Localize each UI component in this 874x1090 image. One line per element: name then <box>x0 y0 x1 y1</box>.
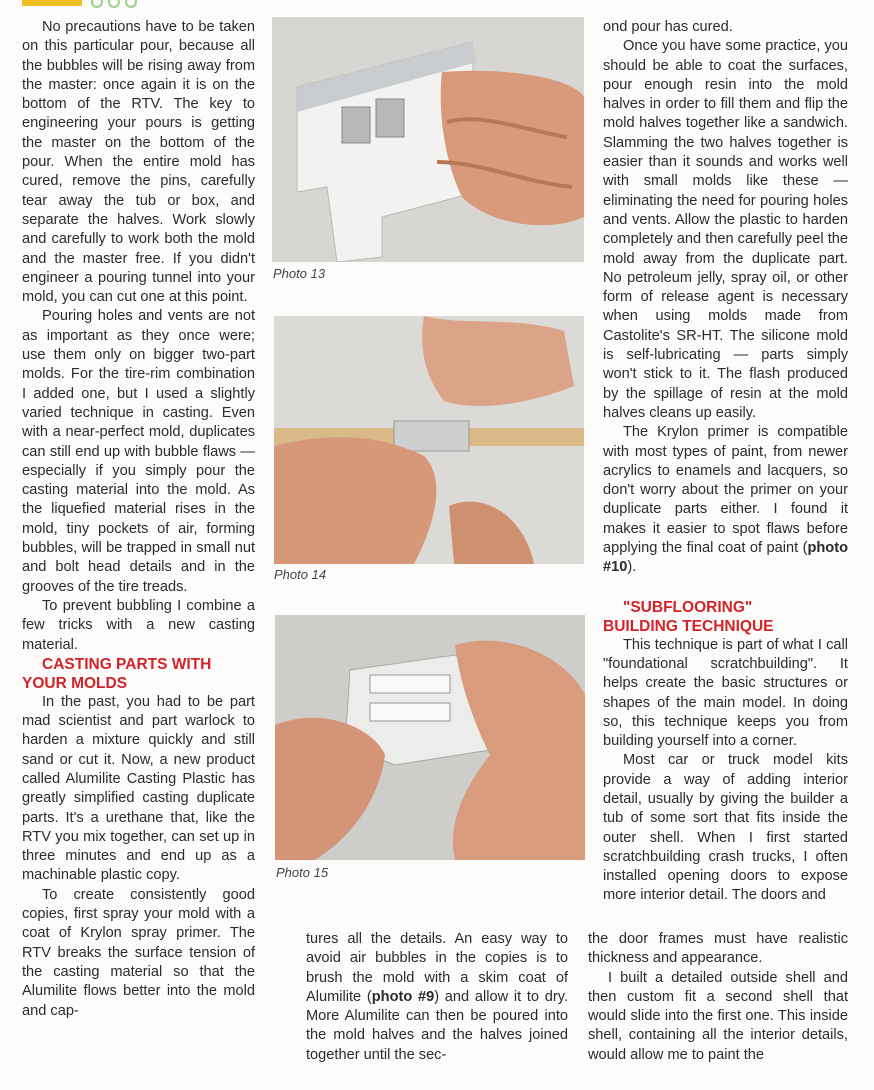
paragraph: Pouring holes and vents are not as important as they once were; use them only on bigger two-part molds. For the tire-rim combination I added one, but I used a slightly varied technique in casting. Even with a near-perfect mold, duplicates can still end up with bubble flaws — especially if you simply pour the casting material into the mold. As the liquefied material rises in the mold, tiny pockets of air, forming bubbles, will be trapped in small nut and bolt head details and in the grooves of the tire treads. <box>22 308 255 595</box>
photo-14-caption: Photo 14 <box>274 567 327 582</box>
paragraph: To create consistently good copies, first spray your mold with a coat of Krylon spray primer. The RTV breaks the surface tension of the casting material so that the Alumilite flows better into the mold and cap- <box>22 886 255 1019</box>
paragraph: Most car or truck model kits provide a way of adding interior detail, usually by giving the builder a tub of some sort that fits inside the outer shell. When I first started scratchbuilding crash trucks, I often installed opening doors to expose more interior detail. The doors and <box>603 752 848 904</box>
article-column-right <box>603 18 848 906</box>
article-column-right-bottom <box>588 930 848 1065</box>
section-heading-subflooring <box>603 598 848 636</box>
paragraph: ond pour has cured. <box>603 19 733 35</box>
text-run: ). <box>627 559 637 576</box>
photo-reference: photo #9 <box>371 988 435 1005</box>
photo-13-caption: Photo 13 <box>273 266 326 281</box>
heading-line: "SUBFLOORING" <box>623 598 753 616</box>
photo-13 <box>272 17 584 262</box>
paragraph: I built a detailed outside shell and then custom fit a second shell that would slide into the first one. This inside shell, containing all the interior details, would allow me to paint the <box>588 969 848 1063</box>
paragraph: To prevent bubbling I combine a few tricks with a new casting material. <box>22 597 255 653</box>
article-column-left <box>22 18 255 1021</box>
page-header-fragment <box>22 0 152 8</box>
text-run: tures all the details. An easy way to avoid air bubbles in the copies is to brush the mold with a skim coat of Alumilite ( <box>306 931 568 1005</box>
text-run: ) and allow it to dry. More Alumilite can then be poured into the mold halves and the halves joined together until the sec- <box>306 988 569 1063</box>
heading-line: YOUR MOLDS <box>22 674 128 692</box>
text-run: The Krylon primer is compatible with most types of paint, from newer acrylics to enamels and lacquers, so don't worry about the primer on your duplicate parts either. I found it makes it easier to spot flaws before applying the final coat of paint ( <box>603 424 848 557</box>
paragraph: the door frames must have realistic thickness and appearance. <box>588 931 848 967</box>
paragraph: No precautions have to be taken on this particular pour, because all the bubbles will be rising away from the master: once again it is on the bottom of the RTV. The key to engineering your pours is getting the master on the bottom of the pour. When the entire mold has cured, remove the pins, carefully tear away the tub or box, and separate the halves. Work slowly and carefully to work both the mold and the master free. If you didn't engineer a pouring tunnel into your mold, you can cut one at this point. <box>22 19 255 306</box>
heading-line: BUILDING TECHNIQUE <box>603 617 774 635</box>
photo-reference: photo #10 <box>603 540 848 576</box>
paragraph <box>603 423 848 577</box>
paragraph <box>306 930 568 1065</box>
photo-15-caption: Photo 15 <box>276 865 329 880</box>
photo-14 <box>274 316 584 564</box>
paragraph: This technique is part of what I call "foundational scratchbuilding". It helps create the basic structures or shapes of the main model. In doing so, this technique keeps you from building yourself into a corner. <box>603 636 848 750</box>
heading-line: CASTING PARTS WITH <box>42 655 212 673</box>
section-heading-casting <box>22 655 255 693</box>
paragraph: Once you have some practice, you should be able to coat the surfaces, pour enough resin into the mold halves in order to fill them and flip the mold halves together like a sandwich. Slamming the two halves together is easier than it sounds and works well with small molds like these — eliminating the need for pouring holes and vents. Allow the plastic to harden completely and then carefully peel the mold away from the duplicate part. No petroleum jelly, spray oil, or other form of release agent is necessary when using molds made from Castolite's SR-HT. The silicone mold is self-lubricating — parts simply won't stick to it. The flash produced by the spillage of resin at the mold halves cleans up easily. <box>603 38 849 421</box>
photo-15 <box>275 615 585 860</box>
paragraph: In the past, you had to be part mad scientist and part warlock to harden a mixture quickly and still sand or cut it. Now, a new product called Alumilite Casting Plastic has greatly simplified casting duplicate parts. It's a urethane that, like the RTV you mix together, can set up in three minutes and end up as a machinable plastic copy. <box>22 693 255 884</box>
article-column-middle <box>306 930 568 1065</box>
